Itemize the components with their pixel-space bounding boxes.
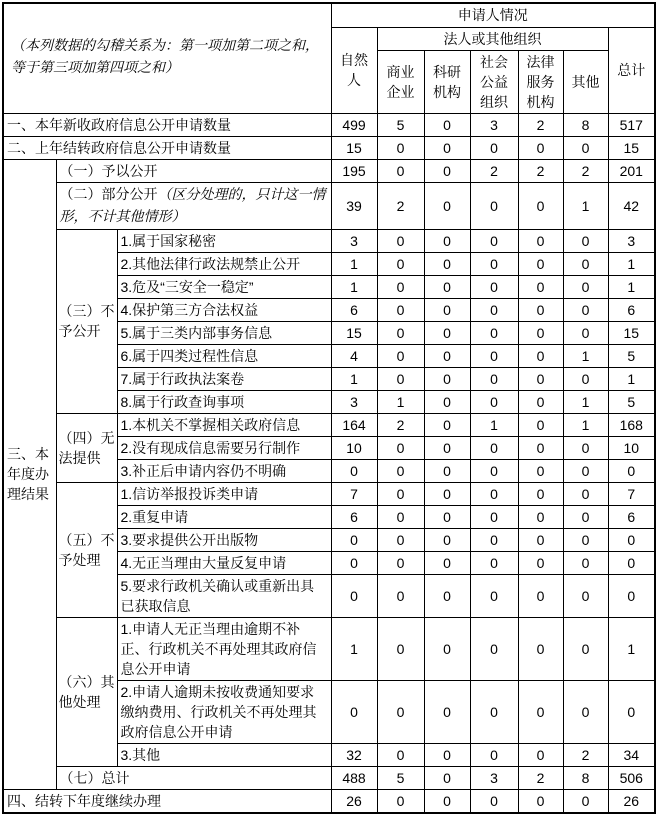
- item-label: 5.属于三类内部事务信息: [117, 321, 331, 344]
- cell-value: 0: [331, 528, 377, 551]
- cell-value: 0: [518, 551, 563, 574]
- cell-value: 0: [470, 680, 518, 743]
- cell-value: 0: [470, 459, 518, 482]
- cell-value: 0: [377, 505, 424, 528]
- table-row: [3, 136, 655, 159]
- table-row: [3, 159, 655, 182]
- cell-value: 201: [608, 159, 655, 182]
- cell-value: 0: [563, 298, 608, 321]
- header-total: 总计: [608, 27, 655, 113]
- cell-value: 0: [470, 551, 518, 574]
- cell-value: 0: [377, 344, 424, 367]
- cell-value: 6: [608, 298, 655, 321]
- cell-value: 0: [563, 680, 608, 743]
- cell-value: 2: [518, 159, 563, 182]
- cell-value: 0: [424, 528, 470, 551]
- cell-value: 0: [424, 413, 470, 436]
- cell-value: 517: [608, 113, 655, 136]
- cell-value: 0: [424, 766, 470, 789]
- cell-value: 0: [518, 275, 563, 298]
- cell-value: 0: [563, 574, 608, 617]
- cell-value: 0: [377, 252, 424, 275]
- cell-value: 0: [470, 275, 518, 298]
- cell-value: 1: [331, 617, 377, 680]
- item-label: 2.重复申请: [117, 505, 331, 528]
- cell-value: 0: [518, 252, 563, 275]
- cell-value: 0: [470, 617, 518, 680]
- cell-value: 0: [470, 390, 518, 413]
- cell-value: 0: [608, 459, 655, 482]
- row-label-new-received: 一、本年新收政府信息公开申请数量: [3, 113, 331, 136]
- cell-value: 0: [470, 367, 518, 390]
- cell-value: 0: [470, 482, 518, 505]
- item-label: 4.保护第三方合法权益: [117, 298, 331, 321]
- cell-value: 0: [518, 413, 563, 436]
- cell-value: 7: [331, 482, 377, 505]
- cell-value: 0: [470, 229, 518, 252]
- table-row: [3, 413, 655, 436]
- cell-value: 0: [331, 574, 377, 617]
- section-label-results: 三、本年度办理结果: [3, 159, 56, 789]
- cell-value: 0: [563, 229, 608, 252]
- cell-value: 506: [608, 766, 655, 789]
- cell-value: 0: [331, 680, 377, 743]
- cell-value: 0: [563, 617, 608, 680]
- cell-value: 0: [424, 252, 470, 275]
- row-label-carry-forward: 四、结转下年度继续办理: [3, 789, 331, 813]
- table-row: [3, 789, 655, 813]
- cell-value: 6: [331, 505, 377, 528]
- cell-value: 32: [331, 743, 377, 766]
- cell-value: 0: [518, 505, 563, 528]
- cell-value: 0: [424, 159, 470, 182]
- cell-value: 39: [331, 182, 377, 229]
- item-label: 3.要求提供公开出版物: [117, 528, 331, 551]
- cell-value: 15: [608, 136, 655, 159]
- cell-value: 0: [470, 321, 518, 344]
- cell-value: 5: [608, 344, 655, 367]
- cell-value: 0: [518, 528, 563, 551]
- cell-value: 0: [470, 574, 518, 617]
- cell-value: 0: [377, 159, 424, 182]
- cell-value: 3: [608, 229, 655, 252]
- cell-value: 0: [424, 229, 470, 252]
- item-label: 1.属于国家秘密: [117, 229, 331, 252]
- cell-value: 0: [424, 390, 470, 413]
- cell-value: 0: [377, 367, 424, 390]
- cell-value: 0: [470, 344, 518, 367]
- cell-value: 1: [377, 390, 424, 413]
- cell-value: 0: [377, 459, 424, 482]
- group-label-denied: （三）不予公开: [56, 229, 117, 413]
- table-row: [3, 482, 655, 505]
- cell-value: 4: [331, 344, 377, 367]
- cell-value: 1: [470, 413, 518, 436]
- cell-value: 0: [377, 680, 424, 743]
- cell-value: 8: [563, 766, 608, 789]
- cell-value: 0: [470, 789, 518, 813]
- item-label: 5.要求行政机关确认或重新出具已获取信息: [117, 574, 331, 617]
- table-row: [3, 617, 655, 680]
- cell-value: 2: [470, 159, 518, 182]
- cell-value: 0: [518, 390, 563, 413]
- cell-value: 0: [563, 321, 608, 344]
- cell-value: 0: [377, 574, 424, 617]
- header-org-type-legal-service: 法律服务机构: [518, 50, 563, 113]
- cell-value: 499: [331, 113, 377, 136]
- cell-value: 0: [470, 743, 518, 766]
- cell-value: 1: [608, 275, 655, 298]
- table-row: [3, 229, 655, 252]
- cell-value: 0: [518, 436, 563, 459]
- cell-value: 26: [331, 789, 377, 813]
- cell-value: 0: [377, 298, 424, 321]
- cell-value: 2: [563, 743, 608, 766]
- table-body: [3, 113, 655, 813]
- header-legal-or-other-org: 法人或其他组织: [377, 27, 608, 50]
- cell-value: 0: [518, 789, 563, 813]
- cell-value: 2: [377, 413, 424, 436]
- cell-value: 0: [608, 528, 655, 551]
- cell-value: 8: [563, 113, 608, 136]
- cell-value: 0: [424, 136, 470, 159]
- cell-value: 0: [377, 743, 424, 766]
- cell-value: 0: [470, 136, 518, 159]
- cell-value: 15: [608, 321, 655, 344]
- cell-value: 0: [563, 505, 608, 528]
- cell-value: 168: [608, 413, 655, 436]
- cell-value: 0: [377, 789, 424, 813]
- cell-value: 0: [518, 367, 563, 390]
- cell-value: 0: [424, 321, 470, 344]
- cell-value: 0: [377, 528, 424, 551]
- report-table: [2, 2, 656, 814]
- cell-value: 15: [331, 136, 377, 159]
- item-label: 2.没有现成信息需要另行制作: [117, 436, 331, 459]
- cell-value: 0: [424, 789, 470, 813]
- cell-value: 0: [424, 505, 470, 528]
- cell-value: 0: [470, 252, 518, 275]
- group-label-partial: （二）部分公开（区分处理的，只计这一情形，不计其他情形）: [56, 182, 331, 229]
- group-label-not-processed: （五）不予处理: [56, 482, 117, 617]
- cell-value: 1: [608, 367, 655, 390]
- cell-value: 0: [377, 482, 424, 505]
- item-label: 3.其他: [117, 743, 331, 766]
- cell-value: 0: [518, 136, 563, 159]
- cell-value: 195: [331, 159, 377, 182]
- cell-value: 0: [424, 482, 470, 505]
- cell-value: 6: [331, 298, 377, 321]
- item-label: 3.危及“三安全一稳定”: [117, 275, 331, 298]
- cell-value: 0: [563, 528, 608, 551]
- item-label: 3.补正后申请内容仍不明确: [117, 459, 331, 482]
- cell-value: 5: [377, 766, 424, 789]
- cell-value: 164: [331, 413, 377, 436]
- cell-value: 0: [518, 182, 563, 229]
- cell-value: 42: [608, 182, 655, 229]
- cell-value: 0: [470, 436, 518, 459]
- cell-value: 3: [470, 766, 518, 789]
- header-natural-person: 自然人: [331, 27, 377, 113]
- cell-value: 5: [377, 113, 424, 136]
- item-label: 6.属于四类过程性信息: [117, 344, 331, 367]
- group-label-granted: （一）予以公开: [56, 159, 331, 182]
- header-org-type-other: 其他: [563, 50, 608, 113]
- table-head: [3, 3, 655, 113]
- cell-value: 3: [331, 390, 377, 413]
- cell-value: 0: [563, 551, 608, 574]
- cell-value: 0: [518, 229, 563, 252]
- cell-value: 26: [608, 789, 655, 813]
- cell-value: 0: [518, 459, 563, 482]
- cell-value: 0: [563, 252, 608, 275]
- cell-value: 0: [377, 617, 424, 680]
- cell-value: 0: [424, 113, 470, 136]
- cell-value: 1: [563, 413, 608, 436]
- cell-value: 0: [518, 344, 563, 367]
- cell-value: 0: [424, 298, 470, 321]
- cell-value: 34: [608, 743, 655, 766]
- cell-value: 0: [518, 617, 563, 680]
- cell-value: 0: [563, 367, 608, 390]
- cell-value: 1: [331, 252, 377, 275]
- corner-note: （本列数据的勾稽关系为：第一项加第二项之和，等于第三项加第四项之和）: [3, 3, 331, 113]
- cell-value: 0: [424, 436, 470, 459]
- item-label: 4.无正当理由大量反复申请: [117, 551, 331, 574]
- cell-value: 2: [518, 113, 563, 136]
- header-org-type-business: 商业企业: [377, 50, 424, 113]
- cell-value: 0: [424, 680, 470, 743]
- cell-value: 0: [608, 551, 655, 574]
- cell-value: 3: [470, 113, 518, 136]
- cell-value: 0: [518, 298, 563, 321]
- cell-value: 0: [470, 182, 518, 229]
- cell-value: 0: [331, 551, 377, 574]
- cell-value: 0: [518, 321, 563, 344]
- item-label: 1.信访举报投诉类申请: [117, 482, 331, 505]
- header-row-1: [3, 3, 655, 27]
- cell-value: 0: [518, 743, 563, 766]
- cell-value: 0: [424, 182, 470, 229]
- group-label-other-handling: （六）其他处理: [56, 617, 117, 766]
- cell-value: 7: [608, 482, 655, 505]
- cell-value: 1: [331, 367, 377, 390]
- cell-value: 2: [377, 182, 424, 229]
- cell-value: 0: [424, 617, 470, 680]
- cell-value: 10: [331, 436, 377, 459]
- row-label-note: （区分处理的，只计这一情形，不计其他情形）: [59, 187, 326, 225]
- cell-value: 0: [331, 459, 377, 482]
- cell-value: 0: [518, 482, 563, 505]
- cell-value: 1: [563, 390, 608, 413]
- header-org-type-research: 科研机构: [424, 50, 470, 113]
- cell-value: 5: [608, 390, 655, 413]
- cell-value: 0: [377, 436, 424, 459]
- cell-value: 0: [518, 680, 563, 743]
- cell-value: 2: [563, 159, 608, 182]
- cell-value: 1: [331, 275, 377, 298]
- cell-value: 0: [563, 275, 608, 298]
- cell-value: 0: [470, 528, 518, 551]
- cell-value: 0: [424, 367, 470, 390]
- item-label: 7.属于行政执法案卷: [117, 367, 331, 390]
- cell-value: 0: [424, 551, 470, 574]
- item-label: 8.属于行政查询事项: [117, 390, 331, 413]
- cell-value: 0: [608, 574, 655, 617]
- cell-value: 0: [377, 229, 424, 252]
- cell-value: 2: [518, 766, 563, 789]
- cell-value: 0: [424, 459, 470, 482]
- cell-value: 0: [424, 743, 470, 766]
- group-label-unable: （四）无法提供: [56, 413, 117, 482]
- item-label: 1.申请人无正当理由逾期不补正、行政机关不再处理其政府信息公开申请: [117, 617, 331, 680]
- cell-value: 0: [424, 574, 470, 617]
- cell-value: 0: [563, 436, 608, 459]
- cell-value: 0: [424, 344, 470, 367]
- table-row: [3, 766, 655, 789]
- cell-value: 0: [470, 298, 518, 321]
- cell-value: 0: [470, 505, 518, 528]
- table-row: [3, 113, 655, 136]
- cell-value: 1: [563, 182, 608, 229]
- cell-value: 0: [377, 275, 424, 298]
- cell-value: 0: [563, 482, 608, 505]
- cell-value: 0: [563, 789, 608, 813]
- cell-value: 0: [563, 136, 608, 159]
- table-row: [3, 182, 655, 229]
- group-label-subtotal: （七）总计: [56, 766, 331, 789]
- cell-value: 1: [608, 252, 655, 275]
- cell-value: 0: [608, 680, 655, 743]
- cell-value: 0: [377, 551, 424, 574]
- item-label: 2.其他法律行政法规禁止公开: [117, 252, 331, 275]
- cell-value: 1: [608, 617, 655, 680]
- item-label: 1.本机关不掌握相关政府信息: [117, 413, 331, 436]
- cell-value: 0: [563, 459, 608, 482]
- cell-value: 15: [331, 321, 377, 344]
- cell-value: 0: [518, 574, 563, 617]
- header-org-type-public-welfare: 社会公益组织: [470, 50, 518, 113]
- cell-value: 6: [608, 505, 655, 528]
- row-label-carried-over: 二、上年结转政府信息公开申请数量: [3, 136, 331, 159]
- cell-value: 1: [563, 344, 608, 367]
- header-applicant-situation: 申请人情况: [331, 3, 655, 27]
- cell-value: 488: [331, 766, 377, 789]
- item-label: 2.申请人逾期未按收费通知要求缴纳费用、行政机关不再处理其政府信息公开申请: [117, 680, 331, 743]
- cell-value: 0: [377, 136, 424, 159]
- cell-value: 0: [424, 275, 470, 298]
- cell-value: 3: [331, 229, 377, 252]
- cell-value: 10: [608, 436, 655, 459]
- cell-value: 0: [377, 321, 424, 344]
